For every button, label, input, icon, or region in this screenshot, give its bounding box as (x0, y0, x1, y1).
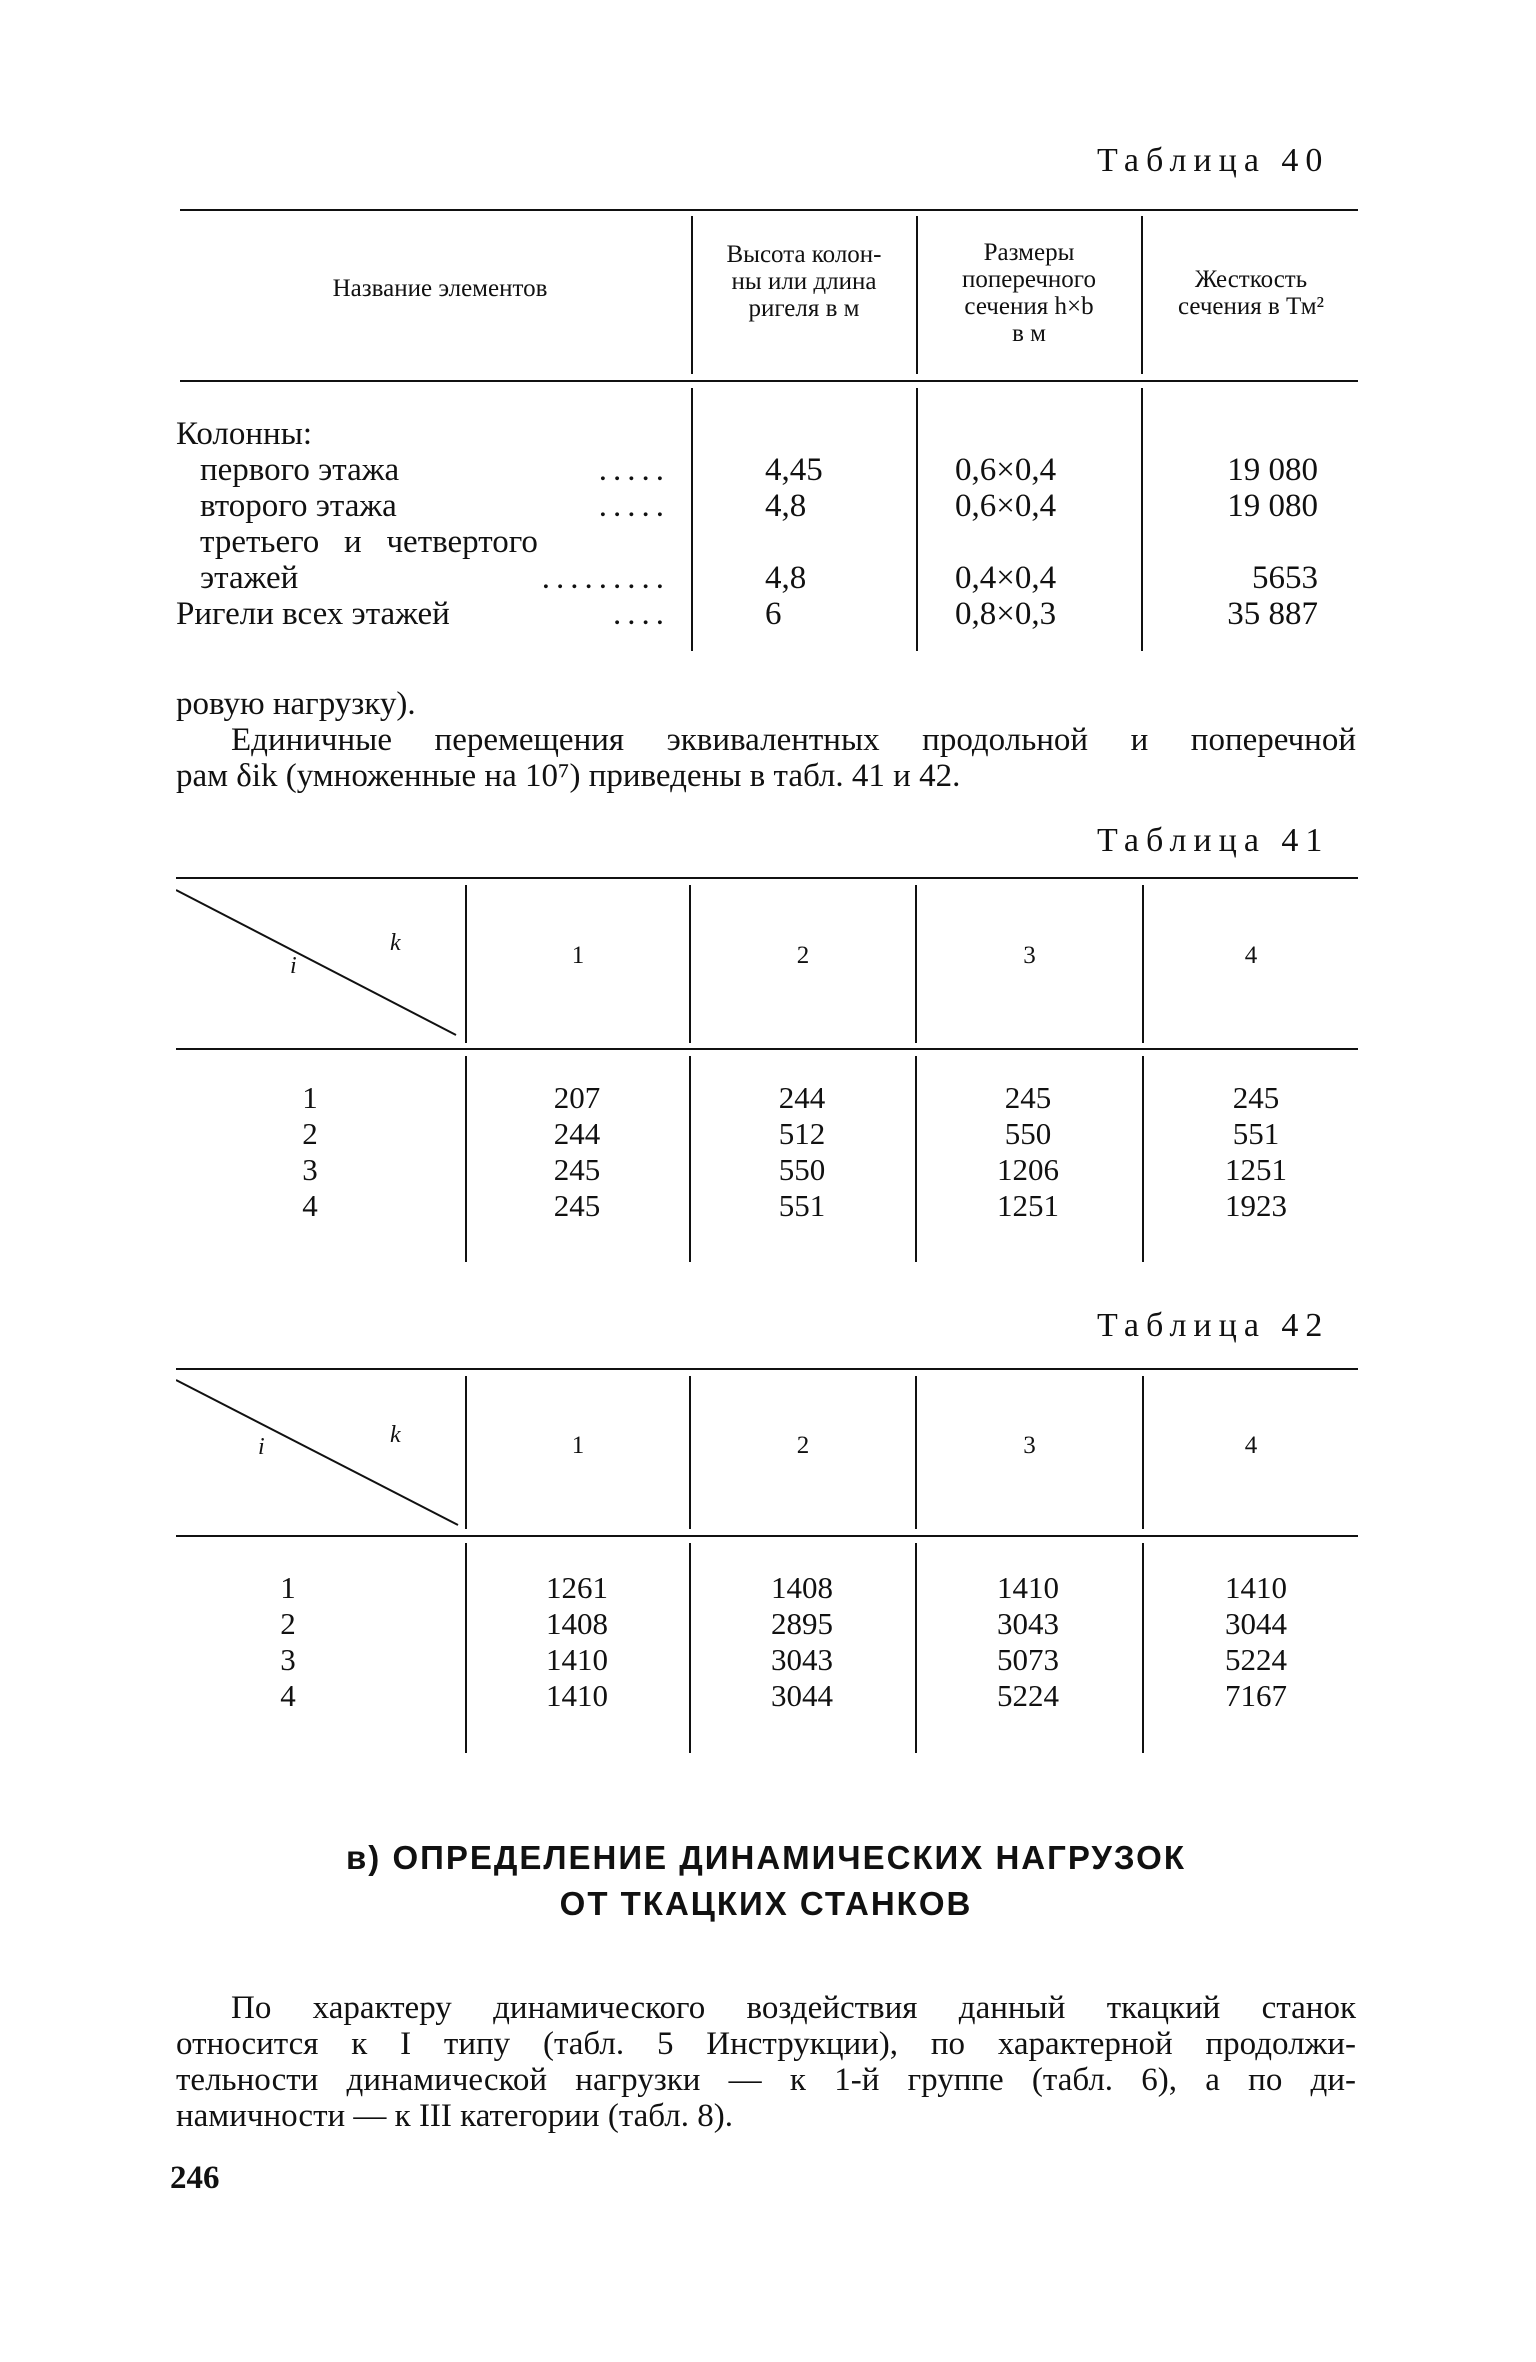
table-40-header-name: Название элементов (332, 275, 548, 302)
row-leader: ..... (598, 488, 670, 524)
table-42-column-header: 3 (1023, 1432, 1036, 1459)
table-40-row (176, 596, 670, 632)
table-41-column-values: 245 551 1251 1923 (1225, 1080, 1287, 1223)
table-40-cell-size: 0,6×0,4 (955, 488, 1057, 524)
table-40-caption: Таблица 40 (1097, 142, 1330, 179)
table-40-header-rule (180, 380, 1358, 382)
table-40-divider (691, 388, 693, 651)
table-40-cell-stiffness: 19 080 (1227, 488, 1318, 524)
table-41-column-header: 2 (796, 942, 810, 969)
table-40-group-label: Колонны: (176, 416, 313, 452)
text-between (176, 686, 1356, 794)
table-41-top-rule (176, 877, 1358, 879)
section-heading-line: в) ОПРЕДЕЛЕНИЕ ДИНАМИЧЕСКИХ НАГРУЗОК (346, 1839, 1186, 1876)
table-40-divider (691, 216, 693, 374)
table-40-cell-size: 0,4×0,4 (955, 560, 1057, 596)
table-42-divider (1142, 1543, 1144, 1753)
table-41-column-values: 245 550 1206 1251 (997, 1080, 1059, 1223)
table-40-cell-height: 4,8 (765, 488, 807, 524)
table-40-divider (916, 216, 918, 374)
table-40-cell-height: 4,45 (765, 452, 823, 488)
row-name: этажей (200, 560, 299, 596)
row-leader: .... (613, 596, 670, 632)
paragraph-line: тельности динамической нагрузки — к 1-й группе (табл. 6), а по ди- (176, 2062, 1356, 2098)
table-42-divider (915, 1543, 917, 1753)
row-leader: ..... (598, 452, 670, 488)
table-42-caption: Таблица 42 (1097, 1307, 1330, 1344)
table-40-cell-height: 4,8 (765, 560, 807, 596)
table-40-header-size: Размеры поперечного сечения h×b в м (962, 239, 1096, 347)
table-40-row (200, 452, 670, 488)
table-42-column-values: 1410 3044 5224 7167 (1225, 1570, 1287, 1713)
section-paragraph (176, 1990, 1356, 2134)
table-40-cell-size: 0,6×0,4 (955, 452, 1057, 488)
table-41-divider (1142, 1056, 1144, 1262)
table-40-cell-height: 6 (765, 596, 782, 632)
table-42-corner-k: k (390, 1422, 401, 1448)
table-41-column-header: 4 (1244, 942, 1258, 969)
row-name: Ригели всех этажей (176, 596, 450, 632)
table-40-header-stiffness: Жесткость сечения в Тм² (1177, 266, 1325, 320)
row-leader: ......... (541, 560, 670, 596)
table-40-cell-stiffness: 19 080 (1227, 452, 1318, 488)
table-41-corner-diagonal (176, 880, 466, 1050)
table-40-cell-stiffness: 5653 (1252, 560, 1318, 596)
table-42-column-header: 2 (796, 1432, 810, 1459)
table-42-column-values: 1261 1408 1410 1410 (546, 1570, 608, 1713)
table-40-header-height: Высота колон- ны или длина ригеля в м (726, 241, 882, 322)
table-40-top-rule (180, 209, 1358, 211)
section-heading-line: ОТ ТКАЦКИХ СТАНКОВ (559, 1885, 973, 1922)
text-line: Единичные перемещения эквивалентных продольной и поперечной (231, 722, 1356, 758)
table-42-column-header: 1 (571, 1432, 585, 1459)
table-42-column-values: 1410 3043 5073 5224 (997, 1570, 1059, 1713)
table-42-row-labels: 1 2 3 4 (280, 1570, 296, 1713)
table-41-corner-i: i (290, 953, 297, 979)
table-42-column-header: 4 (1244, 1432, 1258, 1459)
table-42-column-values: 1408 2895 3043 3044 (771, 1570, 833, 1713)
table-41-divider (915, 1056, 917, 1262)
table-40-row (200, 488, 670, 524)
table-40-divider (916, 388, 918, 651)
text-line: ровую нагрузку). (176, 686, 416, 722)
table-41-corner-k: k (390, 930, 401, 956)
table-42-corner-diagonal (176, 1370, 466, 1538)
section-heading (176, 1835, 1356, 1927)
table-40-cell-stiffness: 35 887 (1227, 596, 1318, 632)
table-40-row (200, 560, 670, 596)
table-41-column-values: 207 244 245 245 (553, 1080, 601, 1223)
table-41-divider (465, 1056, 467, 1262)
table-41-column-header: 3 (1023, 942, 1036, 969)
table-40-cell-size: 0,8×0,3 (955, 596, 1057, 632)
table-42-divider (465, 1543, 467, 1753)
row-name: первого этажа (200, 452, 400, 488)
paragraph-line: По характеру динамического воздействия данный ткацкий станок (231, 1990, 1356, 2026)
text-line: рам δik (умноженные на 10⁷) приведены в табл. 41 и 42. (176, 758, 961, 794)
table-41-column-header: 1 (571, 942, 585, 969)
table-42-divider (689, 1543, 691, 1753)
table-41-divider (689, 1056, 691, 1262)
table-40-row: третьего и четвертого (200, 524, 538, 560)
table-42-corner-i: i (258, 1434, 265, 1460)
table-41-caption: Таблица 41 (1097, 822, 1330, 859)
table-40-divider (1141, 388, 1143, 651)
paragraph-line: относится к I типу (табл. 5 Инструкции), по характерной продолжи- (176, 2026, 1356, 2062)
table-41-row-labels: 1 2 3 4 (302, 1080, 318, 1223)
paragraph-line: намичности — к III категории (табл. 8). (176, 2098, 733, 2134)
table-41-column-values: 244 512 550 551 (778, 1080, 826, 1223)
page-number: 246 (170, 2160, 220, 2196)
row-name: второго этажа (200, 488, 397, 524)
